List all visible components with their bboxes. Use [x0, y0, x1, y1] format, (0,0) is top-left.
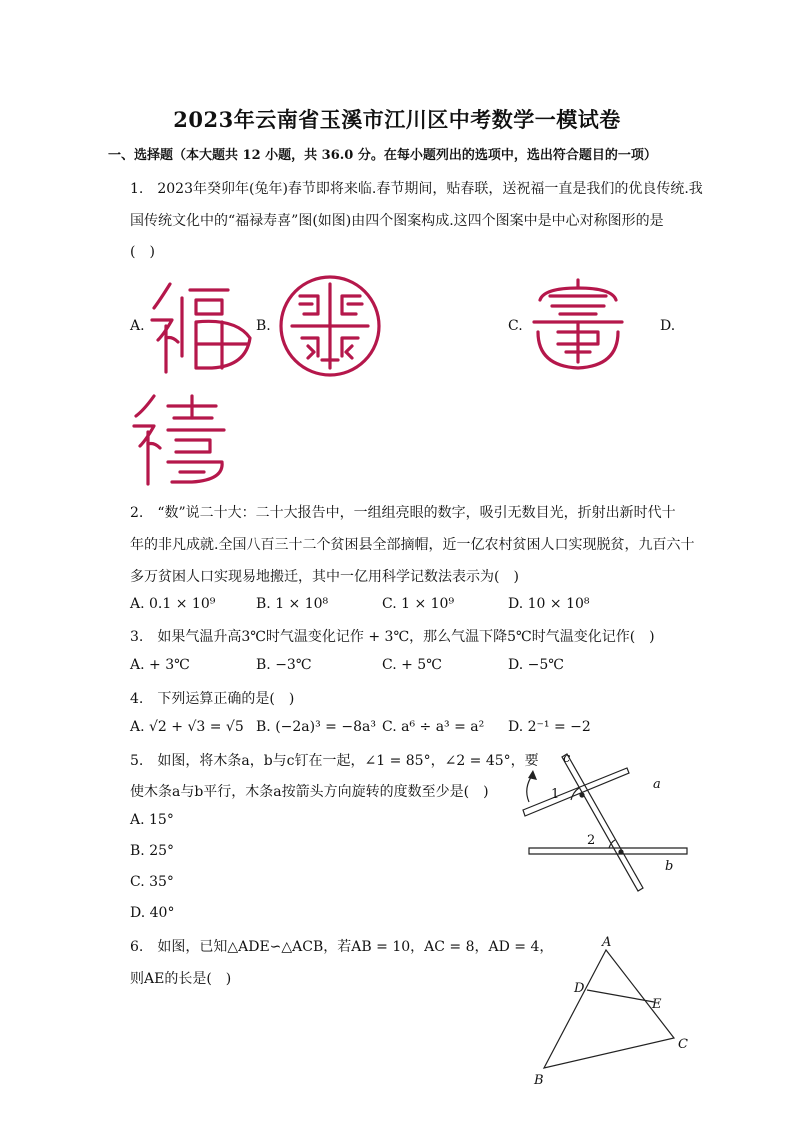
q6-line2: 则AE的长是( )	[130, 971, 232, 987]
label-D: D	[574, 981, 585, 996]
q1-line1: 1. 2023年癸卯年(兔年)春节即将来临.春节期间，贴春联，送祝福一直是我们的优良传统.我	[130, 181, 703, 197]
q3-option-d[interactable]: D. −5℃	[508, 657, 564, 673]
shou-seal-image	[530, 278, 626, 370]
q5-option-c[interactable]: C. 35°	[130, 874, 174, 890]
q4-option-a[interactable]: A. √2 + √3 = √5	[130, 719, 244, 735]
q3-line1: 3. 如果气温升高3℃时气温变化记作 + 3℃，那么气温下降5℃时气温变化记作( )	[130, 629, 655, 645]
strip-a	[523, 768, 629, 816]
q5-option-a[interactable]: A. 15°	[130, 812, 174, 828]
q5-line2: 使木条a与b平行，木条a按箭头方向旋转的度数至少是( )	[130, 784, 489, 800]
q6-figure	[530, 934, 700, 1094]
page-title: 2023年云南省玉溪市江川区中考数学一模试卷	[173, 107, 621, 132]
q4-option-d[interactable]: D. 2⁻¹ = −2	[508, 719, 591, 735]
section-heading: 一、选择题（本大题共 12 小题，共 36.0 分。在每小题列出的选项中，选出符合题目的一项）	[108, 148, 657, 163]
label-A: A	[602, 935, 612, 950]
q3-option-b[interactable]: B. −3℃	[256, 657, 312, 673]
label-B: B	[534, 1073, 544, 1088]
label-b: b	[665, 859, 674, 874]
fu-seal-image	[150, 278, 256, 374]
q2-option-c[interactable]: C. 1 × 10⁹	[382, 596, 455, 612]
segment-de	[587, 990, 654, 1002]
q5-figure	[515, 748, 695, 898]
q4-option-c[interactable]: C. a⁶ ÷ a³ = a²	[382, 719, 485, 735]
q4-line1: 4. 下列运算正确的是( )	[130, 691, 295, 707]
strip-c	[562, 754, 643, 891]
nail-1	[579, 792, 584, 797]
q5-option-d[interactable]: D. 40°	[130, 905, 175, 921]
q1-line2: 国传统文化中的“福禄寿喜”图(如图)由四个图案构成.这四个图案中是中心对称图形的是	[130, 213, 664, 229]
q5-option-b[interactable]: B. 25°	[130, 843, 175, 859]
q1-option-d[interactable]: D.	[660, 318, 676, 334]
q1-option-b[interactable]: B.	[256, 318, 271, 334]
label-angle-2: 2	[587, 833, 596, 848]
q2-line3: 多万贫困人口实现易地搬迁，其中一亿用科学记数法表示为( )	[130, 569, 519, 585]
q1-option-a[interactable]: A.	[130, 318, 145, 334]
strip-b	[529, 848, 687, 854]
label-c: c	[563, 751, 571, 766]
xi-seal-image	[132, 392, 228, 486]
q1-option-c[interactable]: C.	[508, 318, 523, 334]
q2-option-a[interactable]: A. 0.1 × 10⁹	[130, 596, 216, 612]
q2-line2: 年的非凡成就.全国八百三十二个贫困县全部摘帽，近一亿农村贫困人口实现脱贫，九百六十	[130, 537, 695, 553]
nail-2	[618, 849, 623, 854]
q1-line3: ( )	[130, 244, 155, 260]
lu-seal-image	[278, 274, 382, 378]
q6-line1: 6. 如图，已知△ADE∽△ACB，若AB = 10，AC = 8，AD = 4，	[130, 939, 554, 955]
label-E: E	[652, 997, 662, 1012]
q2-option-b[interactable]: B. 1 × 10⁸	[256, 596, 329, 612]
q2-option-d[interactable]: D. 10 × 10⁸	[508, 596, 590, 612]
rotation-arrowhead	[528, 770, 537, 780]
label-C: C	[678, 1037, 688, 1052]
q5-line1: 5. 如图，将木条a，b与c钉在一起，∠1 = 85°，∠2 = 45°，要	[130, 753, 539, 769]
q3-option-c[interactable]: C. + 5℃	[382, 657, 442, 673]
q2-line1: 2. “数”说二十大：二十大报告中，一组组亮眼的数字，吸引无数目光，折射出新时代十	[130, 505, 676, 521]
q3-option-a[interactable]: A. + 3℃	[130, 657, 190, 673]
q4-option-b[interactable]: B. (−2a)³ = −8a³	[256, 719, 376, 735]
label-a: a	[653, 777, 661, 792]
label-angle-1: 1	[551, 787, 560, 802]
